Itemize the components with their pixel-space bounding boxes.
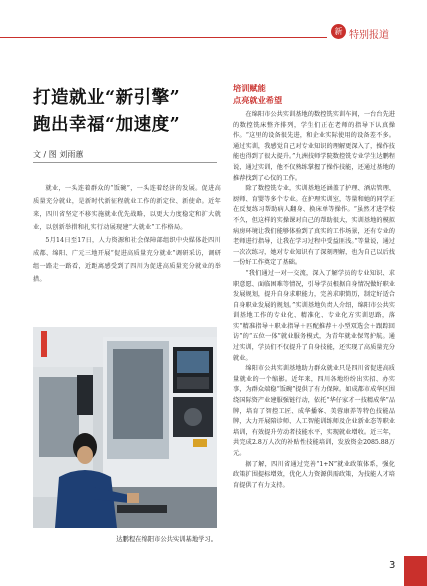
body-paragraph: “我们通过一对一交流，深入了解学员的专业知识、求职意愿、面临困难等情况，引导学员根据自身情况做好职业发展规划，提升自身求职能力，完善求职简历，制定好适合自身职业发展的规划。”实训基地负责人介绍，绵阳市公共实训基地工作的专业化、精准化、专业化方实训思路，落实“精准指导＋职业指导＋匹配推荐＋小型双选会＋跟踪回访”的“五位一体”就业服务模式，为青年就业保驾护航。通过实训，学员们不仅提升了自身技能，还实现了高质量充分就业。 [233, 269, 395, 362]
author-divider [33, 162, 217, 163]
right-column-body [233, 110, 395, 491]
section-badge-icon: 新 [331, 24, 346, 39]
lede-paragraph: 5月14日至17日，人力资源和社会保障部组织中央媒体赴四川成都、绵阳、广元三地开展“促进高质量充分就业”调研采访，调研组一路走一路看，近距离感受到了四川为促进高质量充分就业的举措。 [33, 237, 221, 283]
lede-paragraph: 就业，一头连着群众的“饭碗”，一头连着经济的发展。促进高质量充分就业，是新时代新征程就业工作的新定位、新使命。近年来，四川省坚定不移实施就业优先战略，以更大力度稳定和扩大就业，以创新举措和扎实行动展现建“大就业”工作格局。 [33, 185, 221, 231]
article-lede [33, 182, 221, 286]
cnc-training-photo [33, 327, 217, 528]
page-number: 3 [389, 560, 396, 571]
section-subhead-2: 点亮就业希望 [233, 95, 283, 105]
article-photo [33, 327, 217, 528]
photo-caption: 达鹏程在绵阳市公共实训基地学习。 [116, 536, 217, 543]
section-subhead-1: 培训赋能 [233, 83, 266, 93]
header-rule [0, 37, 327, 38]
author-byline: 文 / 图 刘雨蕙 [33, 150, 84, 159]
body-paragraph: 绵阳市公共实训基地助力群众就业只是四川省促进高质量就业的一个缩影。近年来，四川各地纷纷出实招、办实事，为群众端稳“饭碗”提供了有力保障。如成都市成华区围绕国际资产业建服强链行动，依托“华仔家才一技精成华”品牌，培育了智控工匠、成华播客、美蓉康养等特色技能品牌，大力开展陪诊师、人工智能训练师及企业新业态等职业培训，有效提升劳动者技能水平，实现就业增收。近三年，共完成2.8万人次的补贴性技能培训，发放资金2085.88万元。 [233, 365, 395, 457]
body-paragraph: 据了解，四川省通过完善“1+N”就业政策体系，强化政策扩围提标增效，优化人力资源供需政策，为技能人才培育提供了有力支持。 [233, 460, 395, 489]
body-paragraph: 在绵阳市公共实训基地的数控铣实训车间，一台台先进的数控铣床整齐排列，学生们正在老师的指导下认真操作。“这里的设备很先进，和企业实际使用的设备差不多。通过实训，我感觉自己对专业知识的理解更深入了，操作技能也得到了很大提升。”九洲技师学院数控铣专业学生达鹏程说，通过实训，他不仅熟练掌握了操作技能，还通过基地的推荐找到了心仪的工作。 [233, 111, 395, 182]
section-label: 特别报道 [349, 30, 389, 41]
article-title-line-2: 跑出幸福“加速度” [33, 115, 181, 135]
page-accent-bar [404, 556, 427, 586]
body-paragraph: 除了数控铣专业，实训基地还涵盖了护理、酒店管理、厨师、育婴等多个专业。在护理实训室，等量和她的同学正在反复练习帮助病人翻身、换床单等操作。“虽然才进学校不久，但这样的实操课对自己的帮助很大，实训基地的模拟病房环境让我们能够体验到了真实的工作场景，还有专业的老师进行指导，让我在学习过程中受益匪浅。”等量说，通过一次次练习，她对专业知识有了深刻理解，也为自己以后找一份好工作奠定了基础。 [233, 185, 395, 267]
article-title-line-1: 打造就业“新引擎” [33, 88, 181, 108]
